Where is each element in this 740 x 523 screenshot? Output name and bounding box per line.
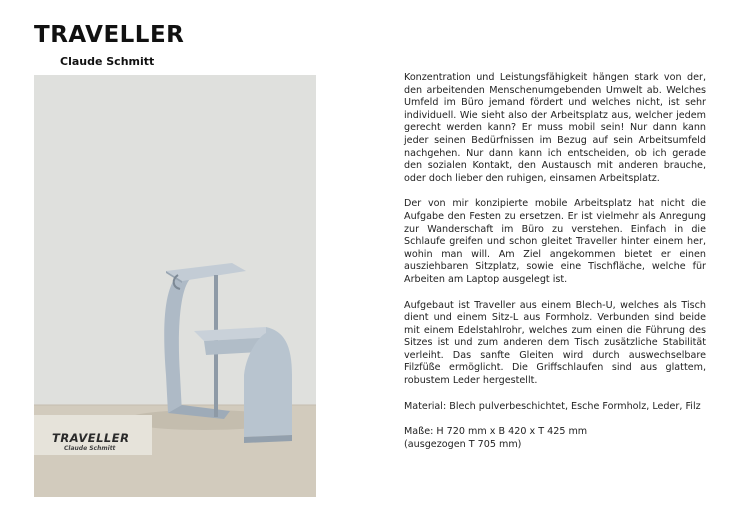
placard-title: TRAVELLER	[52, 431, 130, 445]
page-title: TRAVELLER	[34, 22, 185, 48]
paragraph-concept: Der von mir konzipierte mobile Arbeitsplatz hat nicht die Aufgabe den Festen zu ersetzen. Er ist vielmehr als Anregung zur Wanderschaft im Büro zu verstehen. Einfach in die Schlaufe greifen und schon gleitet Traveller hinter einem her, wohin man will. Am Ziel angekommen bietet er einen ausziehbaren Sitzplatz, sowie eine Tischfläche, welche für Arbeiten am Laptop ausgelegt ist.	[404, 198, 706, 285]
author-name: Claude Schmitt	[60, 55, 155, 68]
placard	[52, 431, 129, 452]
paragraph-material: Material: Blech pulverbeschichtet, Esche Formholz, Leder, Filz	[404, 400, 701, 412]
product-photo	[34, 75, 316, 497]
paragraph-intro: Konzentration und Leistungsfähigkeit hängen stark von der, den arbeitenden Menschenumgebenden Umwelt ab. Welches Umfeld im Büro jemand fördert und welches nicht, ist sehr individuell. Wie sieht also der Arbeitsplatz aus, welcher jedem gerecht werden kann? Er muss mobil sein! Nur dann kann jeder seinen Bedürfnissen im Bezug auf sein Arbeitsumfeld nachgehen. Nur dann kann ich entscheiden, ob ich gerade den sozialen Kontakt, den Austausch mit anderen brauche, oder doch lieber den ruhigen, einsamen Arbeitsplatz.	[404, 72, 706, 184]
paragraph-dimensions	[404, 426, 706, 451]
placard-author: Claude Schmitt	[64, 445, 116, 452]
dimensions-line-1: Maße: H 720 mm x B 420 x T 425 mm	[404, 426, 588, 438]
dimensions-line-2: (ausgezogen T 705 mm)	[404, 438, 522, 450]
paragraph-construction: Aufgebaut ist Traveller aus einem Blech-U, welches als Tisch dient und einem Sitz-L aus Formholz. Verbunden sind beide mit einem Edelstahlrohr, welches zum einen die Führung des Sitzes ist und zum anderen dem Tisch zusätzliche Stabilität verleiht. Das sanfte Gleiten wird durch auswechselbare Filzfüße ermöglicht. Die Griffschlaufen sind aus glattem, robustem Leder hergestellt.	[404, 299, 706, 387]
description-text	[404, 72, 706, 451]
